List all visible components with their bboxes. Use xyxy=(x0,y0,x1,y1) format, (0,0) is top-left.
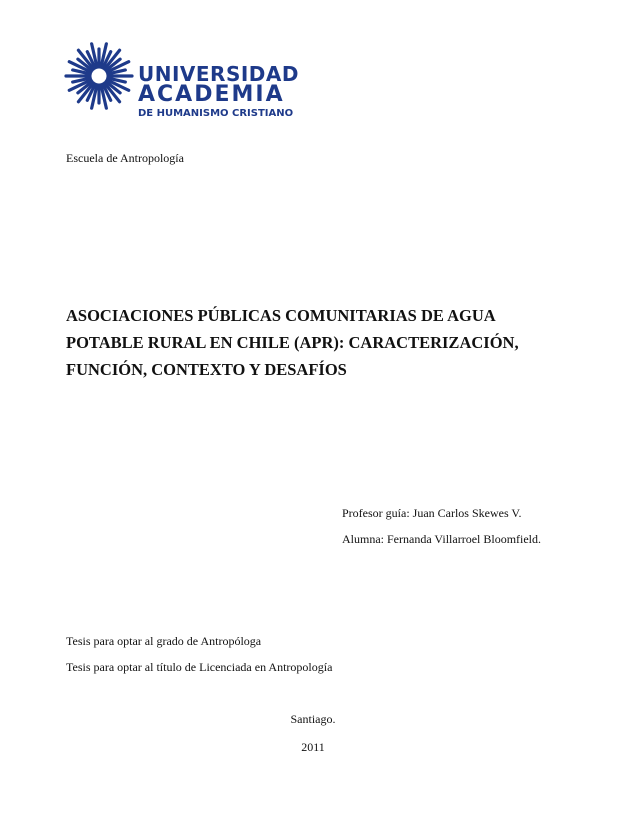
starburst-logo-icon xyxy=(64,40,134,112)
title-line: ASOCIACIONES PÚBLICAS COMUNITARIAS DE AGUA xyxy=(66,306,496,325)
title-line: POTABLE RURAL EN CHILE (APR): CARACTERIZACIÓN, xyxy=(66,333,519,352)
degree-line: Tesis para optar al grado de Antropóloga xyxy=(66,634,262,648)
university-logo xyxy=(64,40,304,120)
title-line: FUNCIÓN, CONTEXTO Y DESAFÍOS xyxy=(66,360,347,379)
thesis-title xyxy=(66,302,546,383)
city: Santiago. xyxy=(290,712,336,726)
advisor-line: Profesor guía: Juan Carlos Skewes V. xyxy=(342,506,522,520)
school-name: Escuela de Antropología xyxy=(66,151,184,165)
student-line: Alumna: Fernanda Villarroel Bloomfield. xyxy=(342,532,542,546)
logo-line-humanismo: DE HUMANISMO CRISTIANO xyxy=(138,108,294,119)
logo-line-universidad: UNIVERSIDAD xyxy=(138,62,299,86)
logo-line-academia: ACADEMIA xyxy=(138,82,285,107)
title-degree-line: Tesis para optar al título de Licenciada en Antropología xyxy=(66,660,333,674)
year: 2011 xyxy=(301,740,325,754)
